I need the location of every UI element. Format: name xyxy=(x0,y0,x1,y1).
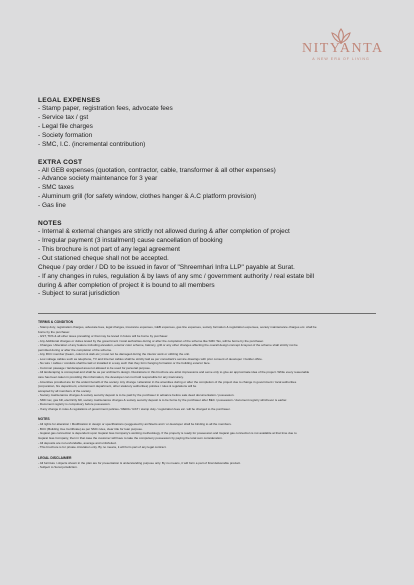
list-item: care has been taken in providing this information, the developer can not hold responsible for any inaccuracy. xyxy=(38,375,184,380)
list-item: - Any Additional charges or duties levied by the government / local authorities during or after the completion of the scheme like SMC Tax, will be borne by the purchaser. xyxy=(38,338,264,343)
list-item: - Aluminum grill (for safety window, clothes hanger & A.C platform provision) xyxy=(38,193,257,201)
list-item: - Stamp paper, registration fees, advocate fees xyxy=(38,105,173,112)
list-item: - If any change in rules & regulations of government policies / RERA / GST / stamp duty / registration fees etc. will be charged to the purchaser. xyxy=(38,406,231,411)
list-item: - Low voltage cables such as telephone, TV and Internet cables shall be strictly laid as per consultant's service drawings with prior consent of developer / builder office. xyxy=(38,356,263,361)
list-item: - Any RCC member (beam, column & slab etc.) must not be damaged during the interior work or utilizing the unit. xyxy=(38,352,190,357)
list-item: - Document registry is compulsory before possession. xyxy=(38,402,111,407)
list-item: - Service tax / gst xyxy=(38,113,89,121)
list-item: - This brochure is not part of any legal agreement xyxy=(38,245,180,253)
list-item: - Gujarat gas connection is dependent upon Gujarat Gas Company's working methodology. If the property is ready for possession and Gujarat gas connection is not available at that time due to xyxy=(38,431,297,436)
list-item: - All rights for alteration / Modification in design or specifications (suggested by architects and / or developer shall be binding to all the members. xyxy=(38,422,232,427)
divider xyxy=(38,313,376,314)
list-item: - Gas line xyxy=(38,202,66,210)
extra-cost-section xyxy=(38,158,388,212)
section-title: LEGAL DISCLAIMER xyxy=(38,455,72,460)
list-item: - Subject to surat jurisdiction xyxy=(38,290,120,298)
list-item: - Changes / Alteration of any feature including elevation, exterior color scheme, balcony, grill or any other changes affecting the overall design concept & layout of the scheme shall strictly not be xyxy=(38,343,298,348)
fine-print xyxy=(38,320,378,476)
list-item: - Internal & external changes are strictly not allowed during & after completion of project xyxy=(38,228,290,236)
list-item: - Common passage / landscaped area not allowed to be used for personal purpose. xyxy=(38,365,151,370)
list-item: borne by the purchaser. xyxy=(38,329,71,334)
list-item: during & after completion of project it is bound to all members xyxy=(38,281,215,289)
list-item: - If any changes in rules, regulation & by laws of any smc / government authority / real estate bill xyxy=(38,272,315,280)
section-title: NOTES xyxy=(38,220,62,228)
list-item: - Amenities provided are for the ardent benefit of the society. Any change / alteration in the amenities during or after the completion of the project due to change in government / local authorities xyxy=(38,379,297,384)
section-title: NOTES xyxy=(38,417,50,422)
list-item: - All deposits are non-refundable, average and unforfeited. xyxy=(38,440,117,445)
list-item: - SMC taxes xyxy=(38,184,74,192)
terms-section xyxy=(38,320,378,411)
legal-expenses-section xyxy=(38,96,388,150)
list-item: Cheque / pay order / DD to be issued in favor of "Shreemhari Infra LLP" payable at Surat. xyxy=(38,263,295,271)
list-item: (corporation, fire department, environment department, other statutory authorities) policies / rules & regulations will be xyxy=(38,384,197,389)
list-item: - SMC, I.C. (incremental contribution) xyxy=(38,140,146,148)
list-item: - GST, TDS & all other taxes prevailing or that may be levied in future will be borne by purchaser. xyxy=(38,334,169,339)
brand-name: NITYANTA xyxy=(302,41,384,56)
section-title: TERMS & CONDITION xyxy=(38,320,74,324)
list-item: accepted by all members of the society. xyxy=(38,388,92,393)
list-item: - Society formation xyxy=(38,131,93,139)
fine-notes-section xyxy=(38,417,378,449)
brand-tagline: A NEW ERA OF LIVING xyxy=(312,57,370,61)
main-content xyxy=(38,96,388,307)
disclaimer-section xyxy=(38,456,378,470)
list-item: - All furniture / objects shown in the plan are for presentation & understanding purpose only. By no means, it will form a part of final deliverable product. xyxy=(38,460,241,465)
list-item: - No wire / cables / conduits shall be laid or installed in a way such that they form hanging formation or the building exterior face. xyxy=(38,361,211,366)
list-item: - Legal file charges xyxy=(38,122,93,130)
list-item: - Subject to Surat jurisdiction. xyxy=(38,465,78,470)
list-item: permitted during or after the completion of the scheme. xyxy=(38,347,113,352)
list-item: - SMC tax, gas bill, electricity bill, society maintenance charges & society security deposit is to be borne by the purchaser after BEC / possession / document registry whichever is earlier. xyxy=(38,397,288,402)
list-item: - This brochure is for private circulation only. By no means, it will form part of any legal contract. xyxy=(38,445,167,450)
list-item: - Out stationed cheque shall not be accepted. xyxy=(38,254,169,262)
section-title: EXTRA COST xyxy=(38,158,83,166)
list-item: - All GEB expenses (quotation, contractor, cable, transformer & all other expenses) xyxy=(38,166,276,174)
section-title: LEGAL EXPENSES xyxy=(38,97,101,104)
list-item: Gujarat Gas Company, then in that case the customer will have to take the compulsory possession by paying the total sum consideration. xyxy=(38,436,223,441)
list-item: - Irregular payment (3 installment) cause cancellation of booking xyxy=(38,236,223,244)
list-item: - Stamp duty, registration charges, advocate fees, legal charges, insurance expenses, GEB expenses, gas line expenses, society formation & registration expenses, society maintenance charges etc. shall be xyxy=(38,325,317,329)
list-item: - Society maintenance charges & society security deposit is to be paid by the purchaser in advance before sale deed documentation / possession. xyxy=(38,393,235,398)
brand-logo xyxy=(302,28,384,61)
notes-section xyxy=(38,219,388,299)
list-item: - Advance society maintenance for 3 year xyxy=(38,175,158,183)
list-item: - BUC (Building Use Certificate) as per SMC rules, clear title for loan purpose. xyxy=(38,426,143,431)
list-item: - All landscaping is conceptual and shall be as per architect's design. Illustrations in this brochure are artist impressions and serve only to give an approximate idea of the project. While every reasonable xyxy=(38,370,310,375)
